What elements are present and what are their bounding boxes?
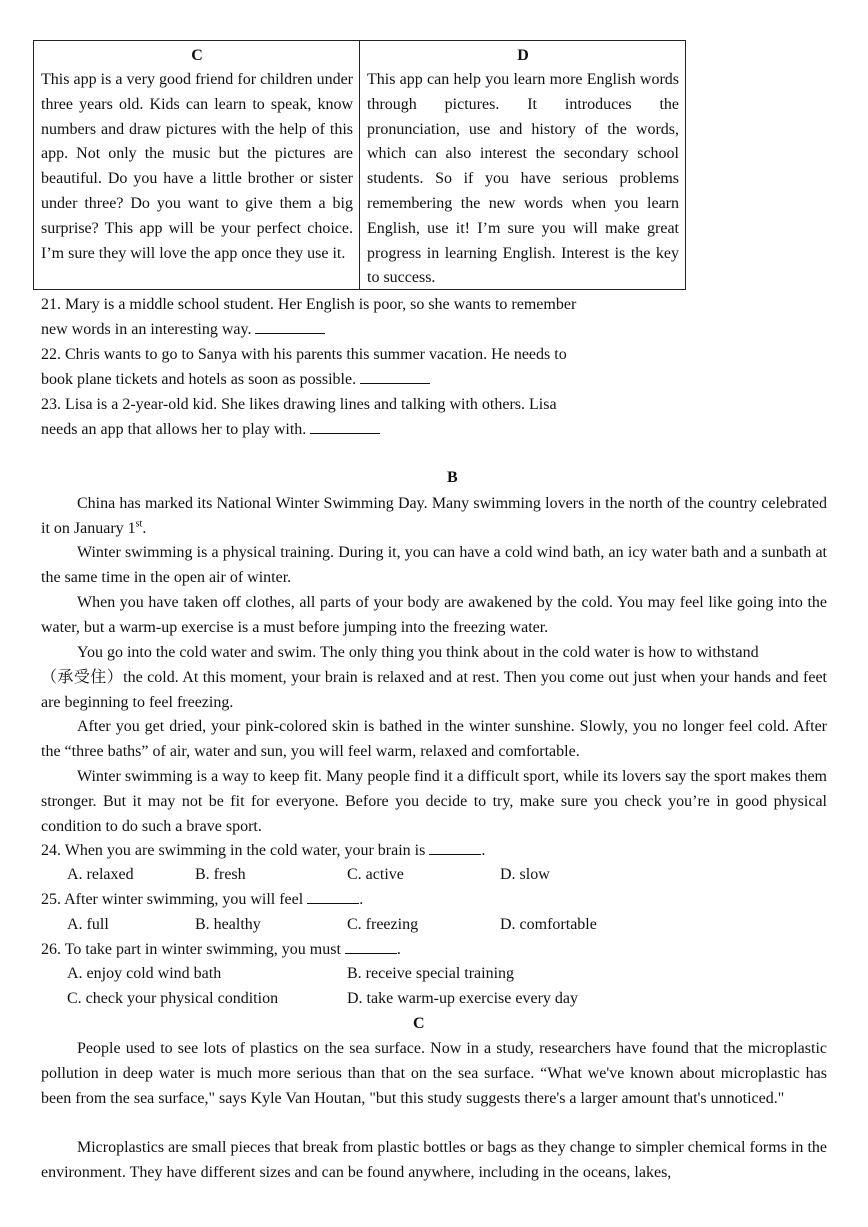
app-c-heading: C [191, 47, 203, 64]
app-c-description: This app is a very good friend for children under three years old. Kids can learn to speak, know numbers and draw pictures with the help of this app. Not only the music but the pictures are beautiful. Do you have a little brother or sister under three? Do you want to give them a big surprise? This app will be your perfect choice. I’m sure they will love the app once they use it. [41, 71, 353, 262]
question-25-period: . [359, 891, 364, 908]
question-25-answer-blank[interactable] [307, 891, 359, 904]
question-23-text: needs an app that allows her to play with. [41, 421, 307, 438]
question-22-answer-blank[interactable] [360, 371, 430, 384]
question-24-text: 24. When you are swimming in the cold water, your brain is [41, 842, 426, 859]
question-25-text: 25. After winter swimming, you will feel [41, 891, 304, 908]
section-c-p2-text: Microplastics are small pieces that break from plastic bottles or bags as they change to simpler chemical forms in the environment. They have different sizes and can be found anywhere, including in the oceans, lakes, [41, 1139, 827, 1181]
question-24-option-d[interactable]: D. slow [500, 866, 550, 883]
question-24-option-c[interactable]: C. active [347, 866, 404, 883]
question-26-stem [41, 940, 401, 960]
app-comparison-table [33, 40, 686, 290]
section-c-paragraph-1 [41, 1037, 827, 1111]
question-25-option-b[interactable]: B. healthy [195, 916, 261, 933]
app-d-cell [359, 41, 685, 289]
question-21-line-1: 21. Mary is a middle school student. Her English is poor, so she wants to remember [41, 296, 577, 313]
section-b-p5-text: After you get dried, your pink-colored skin is bathed in the winter sunshine. Slowly, you no longer feel cold. After the “three baths” of air, water and sun, you will feel warm, relaxed and comfortable. [41, 718, 827, 760]
question-21-text: new words in an interesting way. [41, 321, 252, 338]
section-b-p1-end: . [142, 519, 147, 537]
question-24-option-a[interactable]: A. relaxed [67, 866, 134, 883]
question-22-line-1: 22. Chris wants to go to Sanya with his parents this summer vacation. He needs to [41, 346, 567, 363]
question-23-answer-blank[interactable] [310, 421, 380, 434]
section-c-paragraph-2 [41, 1136, 827, 1186]
section-b-p6-text: Winter swimming is a way to keep fit. Many people find it a difficult sport, while its lovers say the sport makes them stronger. But it may not be fit for everyone. Before you decide to try, make sure you check you’re in good physical condition to do such a brave sport. [41, 768, 827, 835]
question-24-option-b[interactable]: B. fresh [195, 866, 246, 883]
question-26-option-a[interactable]: A. enjoy cold wind bath [67, 965, 222, 982]
section-b-paragraph-2 [41, 541, 827, 591]
question-25-stem [41, 890, 363, 910]
question-21-answer-blank[interactable] [255, 321, 325, 334]
question-23-line-1: 23. Lisa is a 2-year-old kid. She likes drawing lines and talking with others. Lisa [41, 396, 557, 413]
question-26-option-d[interactable]: D. take warm-up exercise every day [347, 990, 578, 1007]
question-26-period: . [396, 941, 401, 958]
section-b-p3-text: When you have taken off clothes, all parts of your body are awakened by the cold. You may feel like going into the water, but a warm-up exercise is a must before jumping into the freezing water. [41, 594, 827, 636]
question-24-answer-blank[interactable] [429, 842, 481, 855]
section-b-paragraph-1 [41, 492, 827, 542]
question-23-line-2 [41, 420, 380, 440]
section-b-paragraph-6 [41, 765, 827, 839]
question-24-period: . [481, 842, 486, 859]
question-26-answer-blank[interactable] [345, 941, 397, 954]
section-b-paragraph-3 [41, 591, 827, 641]
section-b-p2-text: Winter swimming is a physical training. During it, you can have a cold wind bath, an icy water bath and a sunbath at the same time in the open air of winter. [41, 544, 827, 586]
question-25-option-a[interactable]: A. full [67, 916, 109, 933]
question-26-option-c[interactable]: C. check your physical condition [67, 990, 279, 1007]
question-26-option-b[interactable]: B. receive special training [347, 965, 515, 982]
section-b-paragraph-5 [41, 715, 827, 765]
section-b-paragraph-4 [41, 641, 827, 715]
app-d-description: This app can help you learn more English words through pictures. It introduces the pronunciation, use and history of the words, which can also interest the secondary school students. So if you have serious problems remembering the new words when you learn English, use it! I’m sure you will make great progress in learning English. Interest is the key to success. [367, 71, 679, 287]
app-d-heading: D [517, 47, 529, 64]
section-b-p4-line-1: You go into the cold water and swim. The only thing you think about in the cold water is how to withstand [77, 644, 759, 661]
question-25-option-d[interactable]: D. comfortable [500, 916, 597, 933]
section-b-heading: B [447, 469, 458, 486]
app-c-cell [34, 41, 359, 289]
question-26-text: 26. To take part in winter swimming, you must [41, 941, 341, 958]
section-b-p1-text: China has marked its National Winter Swimming Day. Many swimming lovers in the north of the country celebrated it on January 1 [41, 495, 827, 537]
section-b-p4-rest: （承受住）the cold. At this moment, your brain is relaxed and at rest. Then you come out just when your hands and feet are beginning to feel freezing. [41, 668, 827, 711]
question-25-option-c[interactable]: C. freezing [347, 916, 419, 933]
section-b-p1-superscript: st [135, 518, 143, 530]
question-24-stem [41, 841, 485, 861]
question-21-line-2 [41, 320, 325, 340]
question-22-line-2 [41, 370, 430, 390]
question-22-text: book plane tickets and hotels as soon as possible. [41, 371, 357, 388]
section-c-p1-text: People used to see lots of plastics on the sea surface. Now in a study, researchers have found that the microplastic pollution in deep water is much more serious than that on the sea surface. “What we've known about microplastic has been from the sea surface," says Kyle Van Houtan, "but this study suggests there's a larger amount that's unnoticed." [41, 1040, 827, 1107]
section-c-heading: C [413, 1015, 425, 1032]
